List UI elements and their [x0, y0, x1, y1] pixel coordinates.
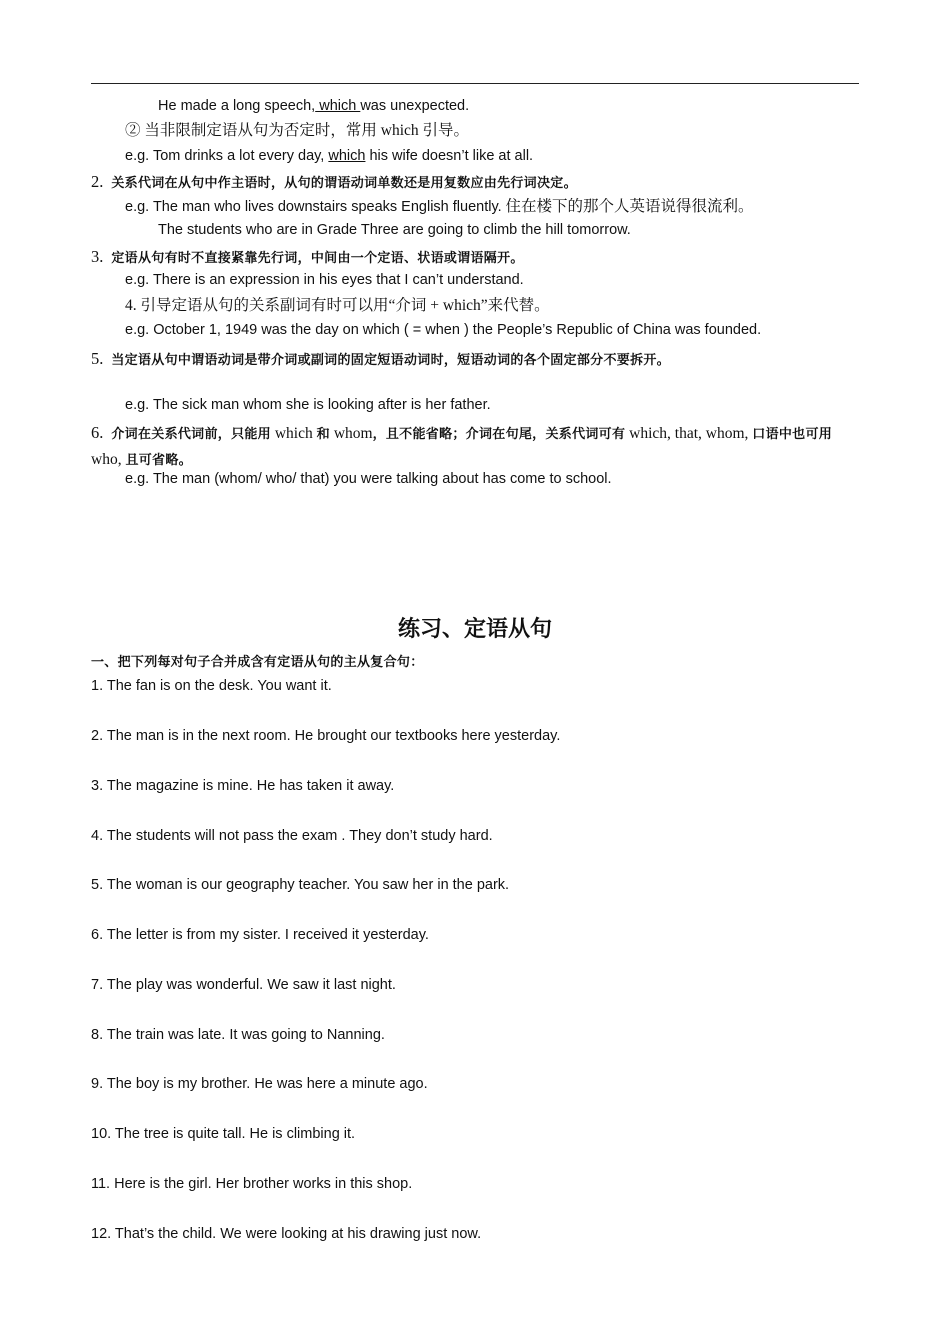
exercise-instruction: 一、把下列每对句子合并成含有定语从句的主从复合句：: [91, 655, 424, 670]
rule-number: 3.: [91, 247, 104, 266]
underlined-which: which: [315, 98, 361, 114]
rule-2: [91, 172, 577, 194]
rule-term: whom: [329, 425, 373, 442]
example-line-1: [158, 96, 469, 116]
rule-text: 当定语从句中谓语动词是带介词或副词的固定短语动词时，短语动词的各个固定部分不要拆开。: [111, 353, 670, 368]
text-segment: was unexpected.: [360, 98, 470, 114]
header-rule: [91, 83, 859, 84]
exercise-item: 7. The play was wonderful. We saw it last night.: [91, 977, 396, 993]
rule-text: 关系代词在从句中作主语时，从句的谓语动词单数还是用复数应由先行词决定。: [111, 176, 577, 191]
exercise-item: 4. The students will not pass the exam . They don’t study hard.: [91, 828, 493, 844]
rule-term: which: [270, 425, 317, 442]
text-segment: e.g. Tom drinks a lot every day,: [125, 148, 329, 164]
exercise-item: 12. That’s the child. We were looking at his drawing just now.: [91, 1226, 482, 1242]
translation: 住在楼下的那个人英语说得很流利。: [501, 198, 754, 215]
exercise-item: 1. The fan is on the desk. You want it.: [91, 678, 332, 694]
rule-text: 口语中也可用: [752, 427, 833, 442]
exercise-item: 2. The man is in the next room. He brought our textbooks here yesterday.: [91, 728, 561, 744]
rule-text: ，且不能省略；介词在句尾，关系代词可有: [372, 427, 626, 442]
rule-number: 5.: [91, 349, 104, 368]
example-line-10: e.g. October 1, 1949 was the day on which ( = when ) the People’s Republic of China was founded.: [125, 322, 762, 338]
rule-text: 介词在关系代词前，只能用: [111, 427, 271, 442]
text-segment: e.g. The man who lives downstairs speaks English fluently.: [125, 199, 502, 215]
rule-term: who,: [91, 451, 126, 468]
example-line-3: [125, 146, 533, 166]
example-line-14: e.g. The man (whom/ who/ that) you were talking about has come to school.: [125, 471, 612, 487]
underlined-which: which: [328, 148, 366, 164]
exercise-item: 11. Here is the girl. Her brother works in this shop.: [91, 1176, 413, 1192]
rule-term: which, that, whom,: [625, 425, 753, 442]
rule-4: 4. 引导定语从句的关系副词有时可以用“介词 + which”来代替。: [125, 297, 550, 314]
rule-number: 2.: [91, 172, 104, 191]
exercise-item: 8. The train was late. It was going to Nanning.: [91, 1027, 385, 1043]
rule-text: 和: [316, 427, 330, 442]
rule-note-2: ② 当非限制定语从句为否定时，常用 which 引导。: [125, 122, 470, 139]
rule-text: 且可省略。: [125, 453, 192, 468]
text-segment: He made a long speech,: [158, 98, 316, 114]
text-segment: his wife doesn’t like at all.: [365, 148, 534, 164]
example-line-12: e.g. The sick man whom she is looking after is her father.: [125, 397, 491, 413]
rule-number: 6.: [91, 423, 104, 442]
rule-5: [91, 346, 861, 373]
rule-6: [91, 420, 861, 473]
example-line-5: [125, 197, 754, 217]
exercise-item: 10. The tree is quite tall. He is climbing it.: [91, 1126, 356, 1142]
rule-text: 定语从句有时不直接紧靠先行词，中间由一个定语、状语或谓语隔开。: [111, 251, 524, 266]
example-line-8: e.g. There is an expression in his eyes that I can’t understand.: [125, 272, 524, 288]
exercise-title: 练习、定语从句: [397, 617, 552, 642]
exercise-item: 6. The letter is from my sister. I received it yesterday.: [91, 927, 429, 943]
exercise-item: 9. The boy is my brother. He was here a minute ago.: [91, 1076, 428, 1092]
exercise-item: 5. The woman is our geography teacher. You saw her in the park.: [91, 877, 510, 893]
exercise-item: 3. The magazine is mine. He has taken it away.: [91, 778, 395, 794]
rule-3: [91, 247, 524, 269]
example-line-6: The students who are in Grade Three are going to climb the hill tomorrow.: [158, 222, 631, 238]
